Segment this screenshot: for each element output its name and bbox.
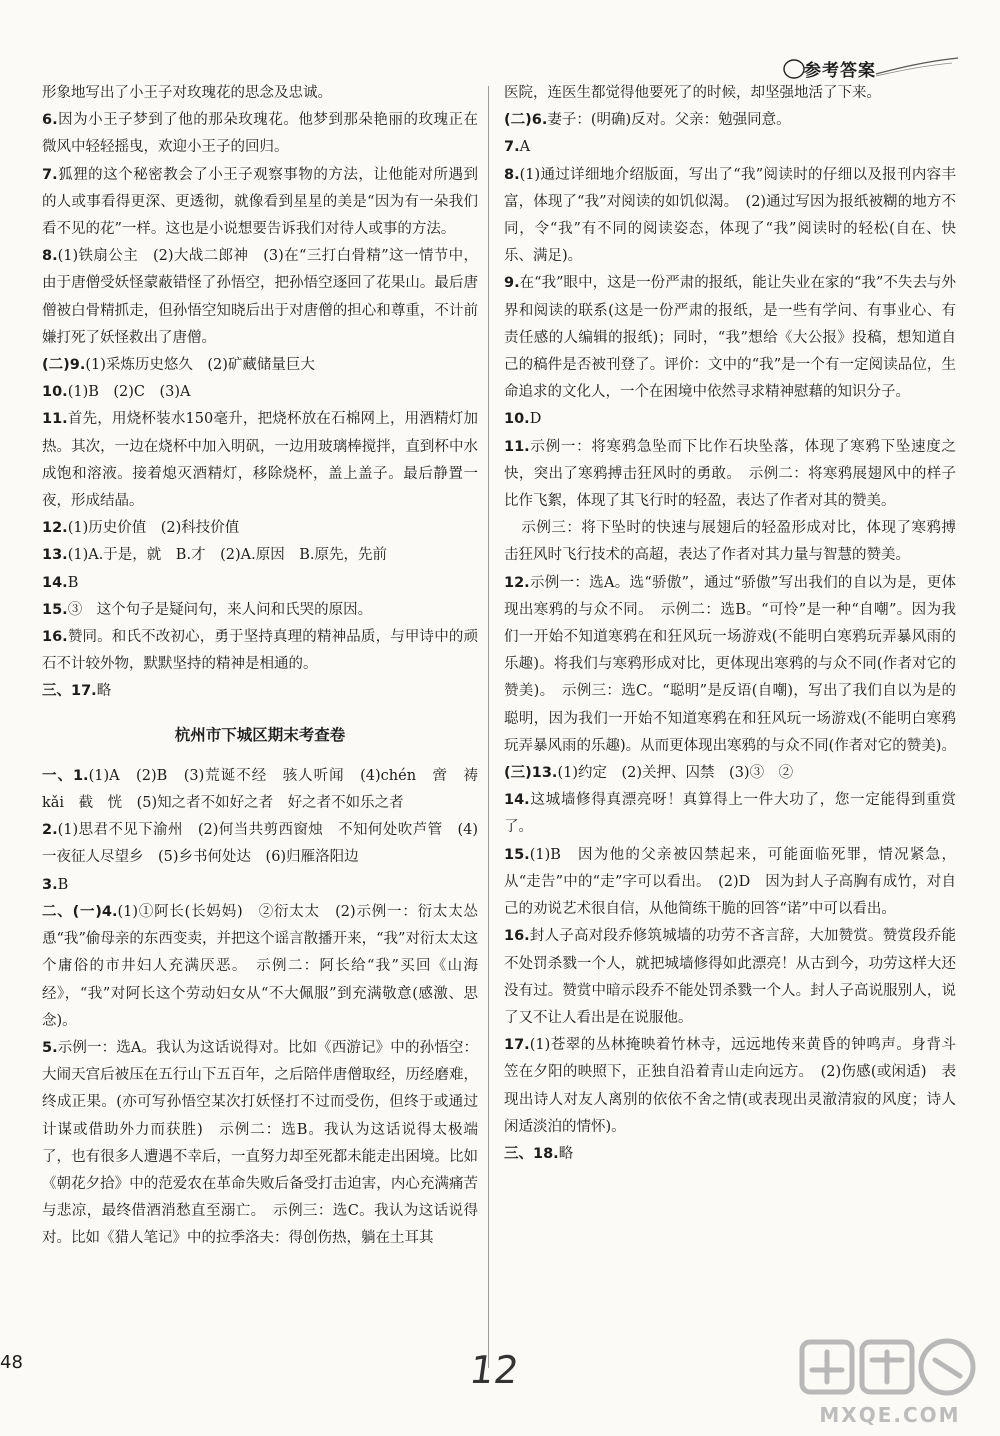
answer-text: 因为小王子梦到了他的那朵玫瑰花。他梦到那朵艳丽的玫瑰正在微风中轻轻摇曳，欢迎小王子的回归。 — [42, 112, 478, 156]
answer-text: 在“我”眼中，这是一份严肃的报纸，能让失业在家的“我”不失去与外界和阅读的联系(这是一份严肃的报纸，是一些有学问、有事业心、有责任感的人编辑的报纸)；同时，“我”想给《大公报》投稿，想知道自己的稿件是否被刊登了。评价：文中的“我”是一个有一定阅读品位，生命追求的文化人，一个在困境中依然寻求精神慰藉的知识分子。 — [504, 275, 956, 401]
answer-text: B — [57, 876, 69, 893]
watermark-logo — [790, 1330, 990, 1430]
answer-item — [42, 515, 478, 542]
section-title: 杭州市下城区期末考查卷 — [174, 725, 346, 744]
answer-item — [42, 678, 478, 705]
answer-item — [42, 872, 478, 899]
answer-text: (1)A.于是，就 B.才 (2)A.原因 B.原先，先前 — [67, 547, 387, 564]
answer-text: (1)铁扇公主 (2)大战二郎神 (3)在“三打白骨精”这一情节中，由于唐僧受妖怪蒙蔽错怪了孙悟空，把孙悟空逐回了花果山。最后唐僧被白骨精抓走，但孙悟空知晓后出于对唐僧的担心和尊重，不计前嫌打死了妖怪救出了唐僧。 — [42, 248, 478, 346]
answer-number: 三、17. — [42, 683, 97, 700]
answer-text: 狐狸的这个秘密教会了小王子观察事物的方法，让他能对所遇到的人或事看得更深、更透彻，就像看到星星的美是“因为有一朵我们看不见的花”一样。这也是小说想要告诉我们对待人或事的方法。 — [42, 166, 478, 238]
answer-text: 示例三：将下坠时的快速与展翅后的轻盈形成对比，体现了寒鸦搏击狂风时飞行技术的高超，表达了作者对其力量与智慧的赞美。 — [504, 520, 956, 564]
answer-item — [42, 542, 478, 569]
answer-text: 略 — [96, 683, 112, 700]
left-column — [42, 80, 493, 1253]
answer-item — [504, 570, 956, 760]
answer-text: (1)采炼历史悠久 (2)矿藏储量巨大 — [85, 357, 315, 374]
answer-item — [42, 1035, 478, 1253]
answer-item — [504, 760, 956, 787]
answer-text: (1)B 因为他的父亲被囚禁起来，可能面临死罪，情况紧急，从“走告”中的“走”字可以看出。 (2)D 因为封人子高胸有成竹，对自己的劝说艺术很自信，从他简练干脆的回答“诺”中可以看出。 — [504, 846, 956, 918]
answer-number: (三)13. — [504, 765, 558, 782]
answer-item — [504, 270, 956, 406]
answer-text: 形象地写出了小王子对玫瑰花的思念及忠诚。 — [42, 85, 332, 101]
answer-item — [504, 107, 956, 134]
answer-item — [42, 80, 478, 107]
answer-item — [42, 570, 478, 597]
answer-item — [42, 899, 478, 1035]
answer-number: 14. — [504, 792, 530, 809]
answer-text: 示例一：选A。选“骄傲”，通过“骄傲”写出我们的自以为是，更体现出寒鸦的与众不同。 示例二：选B。“可怜”是一种“自嘲”。因为我们一开始不知道寒鸦在和狂风玩一场游戏(不能明白寒鸦玩弄暴风雨的乐趣)。将我们与寒鸦形成对比，更体现出寒鸦的与众不同(作者对它的赞美)。 示例三：选C。“聪明”是反语(自嘲)，写出了我们自以为是的聪明，因为我们一开始不知道寒鸦在和狂风玩一场游戏(不能明白寒鸦玩弄暴风雨的乐趣)。从而更体现出寒鸦的与众不同(作者对它的赞美)。 — [504, 574, 956, 754]
answer-number: 15. — [504, 846, 530, 863]
answer-text: (1)B (2)C (3)A — [67, 384, 191, 401]
answer-item — [42, 107, 478, 161]
answer-number: 12. — [42, 520, 68, 537]
answer-number: 二、(一)4. — [42, 903, 118, 920]
answer-item — [42, 406, 478, 515]
answer-number: 2. — [42, 822, 58, 839]
answer-item — [42, 352, 478, 379]
answer-number: 15. — [42, 601, 68, 618]
answer-text: (1)通过详细地介绍版面，写出了“我”阅读时的仔细以及报刊内容丰富，体现了“我”对阅读的如饥似渴。 (2)通过写因为报纸被糊的地方不同，令“我”有不同的阅读姿态，体现了“我”阅读时的轻松(自在、快乐、满足)。 — [504, 166, 956, 265]
answer-number: 8. — [42, 248, 58, 265]
answer-text: A — [519, 139, 531, 156]
answer-number: 10. — [42, 384, 68, 401]
answer-text: B — [67, 574, 79, 591]
answer-item — [504, 515, 956, 569]
answer-text: 这城墙修得真漂亮呀！真算得上一件大功了，您一定能得到重赏了。 — [504, 792, 956, 836]
answer-text: 示例一：将寒鸦急坠而下比作石块坠落，体现了寒鸦下坠速度之快，突出了寒鸦搏击狂风时的勇敢。 示例二：将寒鸦展翅风中的样子比作飞絮，体现了其飞行时的轻盈，表达了作者对其的赞美。 — [504, 438, 956, 510]
answer-item — [42, 162, 478, 244]
svg-text:MXQE.COM: MXQE.COM — [819, 1403, 961, 1427]
answer-item — [504, 842, 956, 924]
answer-text: (1)①阿长(长妈妈) ②衍太太 (2)示例一：衍太太怂恿“我”偷母亲的东西变卖，并把这个谣言散播开来，“我”对衍太太这个庸俗的市井妇人充满厌恶。 示例二：阿长给“我”买回《山海经》，“我”对阿长这个劳动妇女从“不大佩服”到充满敬意(感激、思念)。 — [42, 903, 478, 1029]
answer-text: 示例一：选A。我认为这话说得对。比如《西游记》中的孙悟空：大闹天宫后被压在五行山下五百年，之后陪伴唐僧取经，历经磨难，终成正果。(亦可写孙悟空某次打妖怪打不过而受伤，但终于或通过计谋或借助外力而获胜) 示例二：选B。我认为这话说得太极端了，也有很多人遭遇不幸后，一直努力却至死都未能走出困境。比如《朝花夕拾》中的范爱农在革命失败后备受打击迫害，内心充满痛苦与悲凉，最终借酒消愁直至溺亡。 示例三：选C。我认为这话说得对。比如《猎人笔记》中的拉季洛夫：得创伤热，躺在土耳其 — [42, 1039, 478, 1247]
right-column — [504, 80, 956, 1168]
answer-text: (1)历史价值 (2)科技价值 — [67, 520, 240, 537]
answer-item — [504, 162, 956, 271]
answer-item — [42, 597, 478, 624]
answer-text: ③ 这个句子是疑问句，来人问和氏哭的原因。 — [67, 601, 373, 618]
answer-text: 封人子高对段乔修筑城墙的功劳不吝言辞，大加赞赏。赞赏段乔能不处罚杀戮一个人，就把城墙修得如此漂亮！从古到今，功劳这样大还没有过。赞赏中暗示段乔不能处罚杀戮一个人。封人子高说服别人，说了又不让人看出是在说服他。 — [504, 928, 956, 1026]
answer-number: 14. — [42, 574, 68, 591]
answer-text: (1)约定 (2)关押、囚禁 (3)③ ② — [557, 765, 794, 782]
answer-text: 医院，连医生都觉得他要死了的时候，却坚强地活了下来。 — [504, 85, 881, 101]
answer-item — [42, 379, 478, 406]
answer-number: 3. — [42, 876, 58, 893]
answer-number: 13. — [42, 547, 68, 564]
answer-number: 7. — [42, 166, 58, 183]
answer-number: 三、18. — [504, 1145, 559, 1162]
answer-item — [42, 817, 478, 871]
answer-item — [504, 434, 956, 516]
answer-text: 首先，用烧杯装水150毫升，把烧杯放在石棉网上，用酒精灯加热。其次，一边在烧杯中加入明矾，一边用玻璃棒搅拌，直到杯中水成饱和溶液。接着熄灭酒精灯，移除烧杯，盖上盖子。最后静置一夜，形成结晶。 — [42, 411, 478, 510]
answer-text: (1)A (2)B (3)荒诞不经 骇人听闻 (4)chén 啻 祷 kǎi 截 恍 (5)知之者不如好之者 好之者不如乐之者 — [42, 767, 493, 812]
answer-text: 妻子：(明确)反对。父亲：勉强同意。 — [547, 112, 791, 129]
answer-number: 17. — [504, 1037, 530, 1054]
answer-number: 11. — [504, 438, 530, 455]
answer-item — [504, 80, 956, 107]
answer-item — [504, 923, 956, 1032]
answer-item — [504, 134, 956, 161]
answer-number: 8. — [504, 166, 520, 183]
answer-item — [504, 787, 956, 841]
page-number: 48 — [0, 1352, 23, 1373]
answer-number: 12. — [504, 574, 530, 591]
answer-number: 16. — [42, 629, 68, 646]
answer-number: 11. — [42, 411, 68, 428]
answer-item — [504, 1032, 956, 1141]
answer-text: D — [529, 411, 542, 428]
answer-text: 赞同。和氏不改初心，勇于坚持真理的精神品质，与甲诗中的顽石不计较外物，默默坚持的精神是相通的。 — [42, 629, 478, 673]
answer-text: (1)苍翠的丛林掩映着竹林寺，远远地传来黄昏的钟鸣声。身背斗笠在夕阳的映照下，正独自沿着青山走向远方。 (2)伤感(或闲适) 表现出诗人对友人离别的依依不舍之情(或表现出灵澈清寂的风度；诗人闲适淡泊的情怀)。 — [504, 1037, 956, 1135]
answer-item — [42, 763, 493, 817]
answer-text: 略 — [558, 1145, 574, 1162]
answer-item — [42, 624, 478, 678]
answer-item — [504, 1141, 956, 1168]
answer-item — [42, 243, 478, 352]
answer-number: 6. — [42, 112, 58, 129]
answer-number: (二)9. — [42, 357, 86, 374]
answer-number: 16. — [504, 928, 530, 945]
answer-number: 5. — [42, 1039, 58, 1056]
answer-number: (二)6. — [504, 112, 548, 129]
answer-item — [504, 406, 956, 433]
header-title: 参考答案 — [804, 61, 876, 81]
answer-number: 10. — [504, 411, 530, 428]
answer-number: 一、1. — [42, 767, 89, 784]
answer-number: 9. — [504, 275, 520, 292]
answer-text: (1)思君不见下渝州 (2)何当共剪西窗烛 不知何处吹芦管 (4)一夜征人尽望乡 (5)乡书何处达 (6)归雁洛阳边 — [42, 822, 478, 866]
answer-number: 7. — [504, 139, 520, 156]
column-divider — [488, 86, 489, 1368]
handwritten-note: 12 — [466, 1348, 522, 1392]
